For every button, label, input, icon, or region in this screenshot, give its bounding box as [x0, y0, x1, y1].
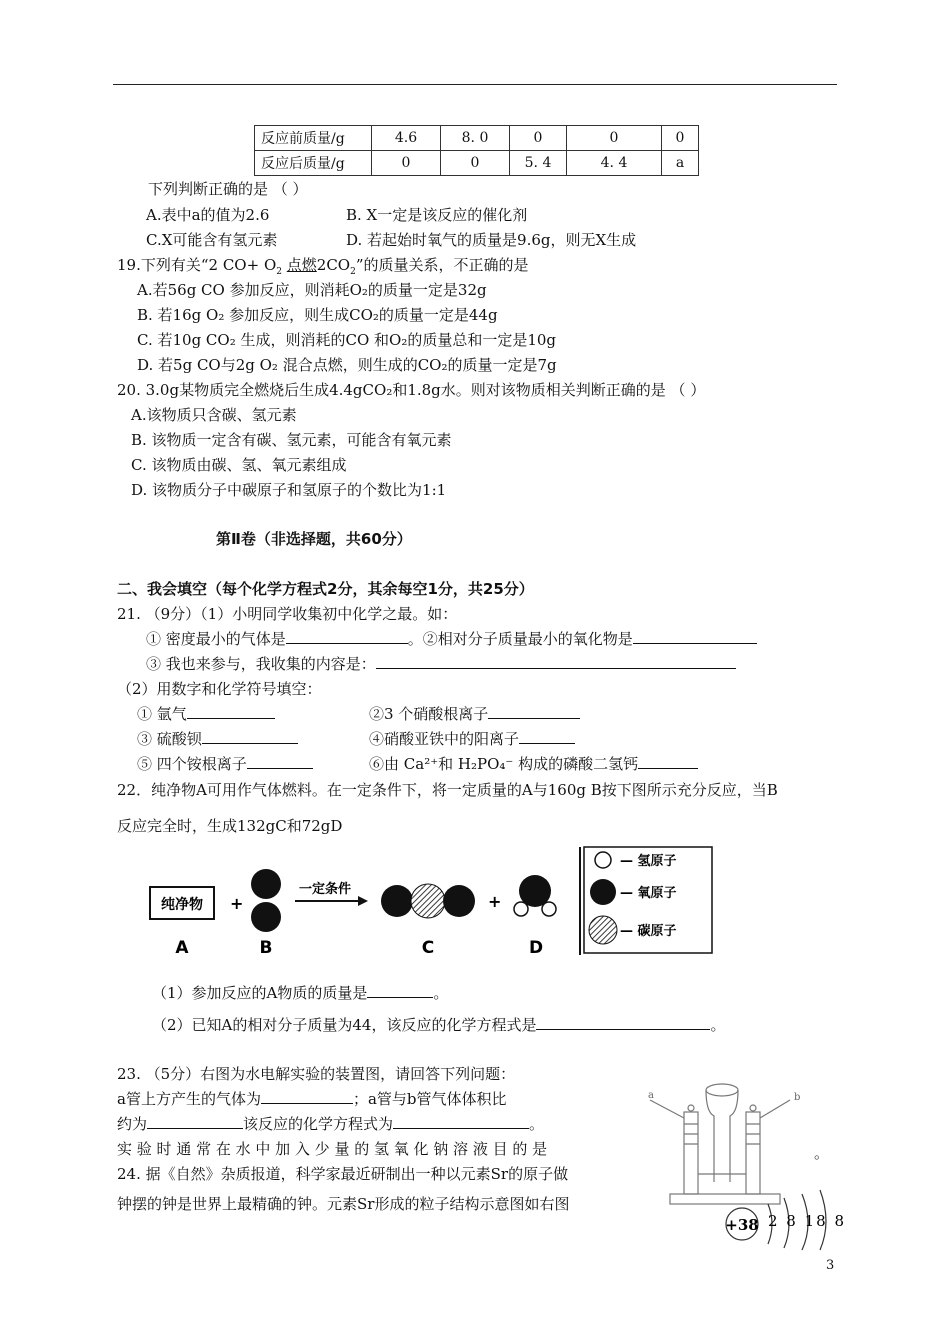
table-cell: 反应后质量/g: [255, 151, 372, 176]
sr-atom-structure: [720, 1186, 847, 1250]
arrow-head: [358, 896, 368, 906]
q21-part2: （2）用数字和化学符号填空：: [117, 680, 322, 698]
label-c: C: [421, 938, 435, 958]
q19-option-b: B. 若16g O₂ 参加反应，则生成CO₂的质量一定是44g: [137, 306, 498, 324]
answer-blank[interactable]: [376, 654, 736, 669]
legend-carbon: — 碳原子: [620, 924, 677, 939]
label-d: D: [528, 938, 544, 958]
q21-stem: 21. （9分）（1）小明同学收集初中化学之最。如：: [117, 605, 458, 623]
q20-option-c: C. 该物质由碳、氢、氧元素组成: [131, 456, 347, 474]
header-rule: [113, 84, 837, 85]
q20-stem: 20. 3.0g某物质完全燃烧后生成4.4gCO₂和1.8g水。则对该物质相关判断正确的是 （ ）: [117, 381, 706, 399]
arrow-label: 一定条件: [298, 882, 352, 897]
q23-line-1: a管上方产生的气体为 ；a管与b管气体体积比: [117, 1090, 507, 1108]
table-cell: 8. 0: [441, 126, 510, 151]
q21-item-3: ③ 硫酸钡: [137, 728, 298, 749]
mass-table: [254, 125, 699, 176]
oxygen-atom: [251, 869, 281, 899]
q18-option-b: B. X一定是该反应的催化剂: [346, 206, 528, 224]
box-label: 纯净物: [161, 897, 203, 913]
answer-blank[interactable]: [286, 629, 408, 644]
q21-item-1: ① 氩气: [137, 703, 275, 724]
q19-stem: 19.下列有关“2 $CO+ O_2$ 点燃$2CO_2$”的质量关系，不正确的是: [117, 256, 529, 277]
q22-stem-1: 22．纯净物A可用作气体燃料。在一定条件下，将一定质量的A与160g B按下图所示充分反应，当B: [117, 781, 778, 799]
label-a: A: [175, 938, 189, 958]
answer-blank[interactable]: [147, 1114, 243, 1129]
q23-line-3-end: 。: [814, 1144, 830, 1162]
carbon-atom: [411, 884, 445, 918]
table-cell: 5. 4: [510, 151, 567, 176]
table-cell: 反应前质量/g: [255, 126, 372, 151]
hydrogen-atom: [542, 902, 556, 916]
table-row: [255, 151, 699, 176]
q21-item-2: ②3 个硝酸根离子: [369, 703, 580, 724]
part-heading: 二、我会填空（每个化学方程式2分，其余每空1分，共25分）: [117, 580, 534, 598]
q22-stem-2: 反应完全时，生成132gC和72gD: [117, 817, 343, 835]
q23-line-3: 实 验 时 通 常 在 水 中 加 入 少 量 的 氢 氧 化 钠 溶 液 目 的 是: [117, 1140, 548, 1158]
q21-item-6: ⑥由 Ca²⁺和 H₂PO₄⁻ 构成的磷酸二氢钙: [369, 753, 698, 774]
q24-line-2: 钟摆的钟是世界上最精确的钟。元素Sr形成的粒子结构示意图如右图: [117, 1195, 570, 1213]
q21-item-4: ④硝酸亚铁中的阳离子: [369, 728, 575, 749]
page-number: 3: [826, 1258, 835, 1273]
nucleus-charge: +38: [725, 1216, 759, 1234]
q19-option-d: D. 若5g CO与2g O₂ 混合点燃，则生成的CO₂的质量一定是7g: [137, 356, 557, 374]
answer-blank[interactable]: [261, 1089, 353, 1104]
reaction-diagram: [148, 845, 714, 957]
answer-blank[interactable]: [187, 704, 275, 719]
table-cell: 4.6: [372, 126, 441, 151]
answer-blank[interactable]: [519, 729, 575, 744]
q18-option-c: C.X可能含有氢元素: [146, 231, 278, 249]
q21-line-1: ① 密度最小的气体是 。②相对分子质量最小的氧化物是: [146, 628, 757, 649]
q23-stem: 23. （5分）右图为水电解实验的装置图，请回答下列问题：: [117, 1065, 516, 1083]
answer-blank[interactable]: [367, 983, 433, 998]
legend-oxygen: — 氧原子: [620, 886, 677, 901]
q24-line-1: 24. 据《自然》杂质报道，科学家最近研制出一种以元素Sr的原子做: [117, 1165, 569, 1183]
answer-blank[interactable]: [633, 629, 757, 644]
answer-blank[interactable]: [393, 1114, 529, 1129]
answer-blank[interactable]: [202, 729, 298, 744]
table-cell: a: [662, 151, 699, 176]
q19-option-a: A.若56g CO 参加反应，则消耗O₂的质量一定是32g: [137, 281, 487, 299]
q20-option-a: A.该物质只含碳、氢元素: [131, 406, 297, 424]
legend-hydrogen: — 氢原子: [620, 854, 677, 869]
q21-line-2: ③ 我也来参与，我收集的内容是：: [146, 653, 736, 674]
electron-shells: 2 8 18 8: [768, 1212, 847, 1230]
q22-sub-1: （1）参加反应的A物质的质量是 。: [152, 984, 449, 1002]
q20-option-d: D. 该物质分子中碳原子和氢原子的个数比为1:1: [131, 481, 447, 499]
table-cell: 0: [510, 126, 567, 151]
table-cell: 0: [662, 126, 699, 151]
answer-blank[interactable]: [536, 1015, 710, 1030]
table-row: [255, 126, 699, 151]
q20-option-b: B. 该物质一定含有碳、氢元素，可能含有氧元素: [131, 431, 452, 449]
oxygen-atom: [443, 885, 475, 917]
q23-line-2: 约为 该反应的化学方程式为 。: [117, 1115, 545, 1133]
answer-blank[interactable]: [247, 754, 313, 769]
oxygen-legend-icon: [590, 879, 616, 905]
q18-stem: 下列判断正确的是 （ ）: [148, 180, 308, 198]
q19-option-c: C. 若10g CO₂ 生成，则消耗的CO 和O₂的质量总和一定是10g: [137, 331, 557, 349]
plus-sign: +: [488, 892, 502, 911]
table-cell: 0: [372, 151, 441, 176]
q18-option-d: D. 若起始时氧气的质量是9.6g，则无X生成: [346, 231, 637, 249]
oxygen-atom: [381, 885, 413, 917]
table-cell: 4. 4: [567, 151, 662, 176]
tube-a-label: a: [648, 1090, 654, 1101]
reaction-condition: 点燃: [286, 256, 317, 274]
hydrogen-legend-icon: [595, 852, 611, 868]
q21-item-5: ⑤ 四个铵根离子: [137, 753, 313, 774]
q18-option-a: A.表中a的值为2.6: [146, 206, 270, 224]
label-b: B: [259, 938, 273, 958]
hydrogen-atom: [514, 902, 528, 916]
answer-blank[interactable]: [638, 754, 698, 769]
table-cell: 0: [441, 151, 510, 176]
plus-sign: +: [230, 894, 244, 913]
tube-b-label: b: [794, 1092, 801, 1103]
carbon-legend-icon: [589, 916, 617, 944]
section-title: 第Ⅱ卷（非选择题，共60分）: [216, 530, 412, 548]
answer-blank[interactable]: [488, 704, 580, 719]
q22-sub-2: （2）已知A的相对分子质量为44，该反应的化学方程式是 。: [152, 1016, 726, 1034]
table-cell: 0: [567, 126, 662, 151]
oxygen-atom: [251, 902, 281, 932]
